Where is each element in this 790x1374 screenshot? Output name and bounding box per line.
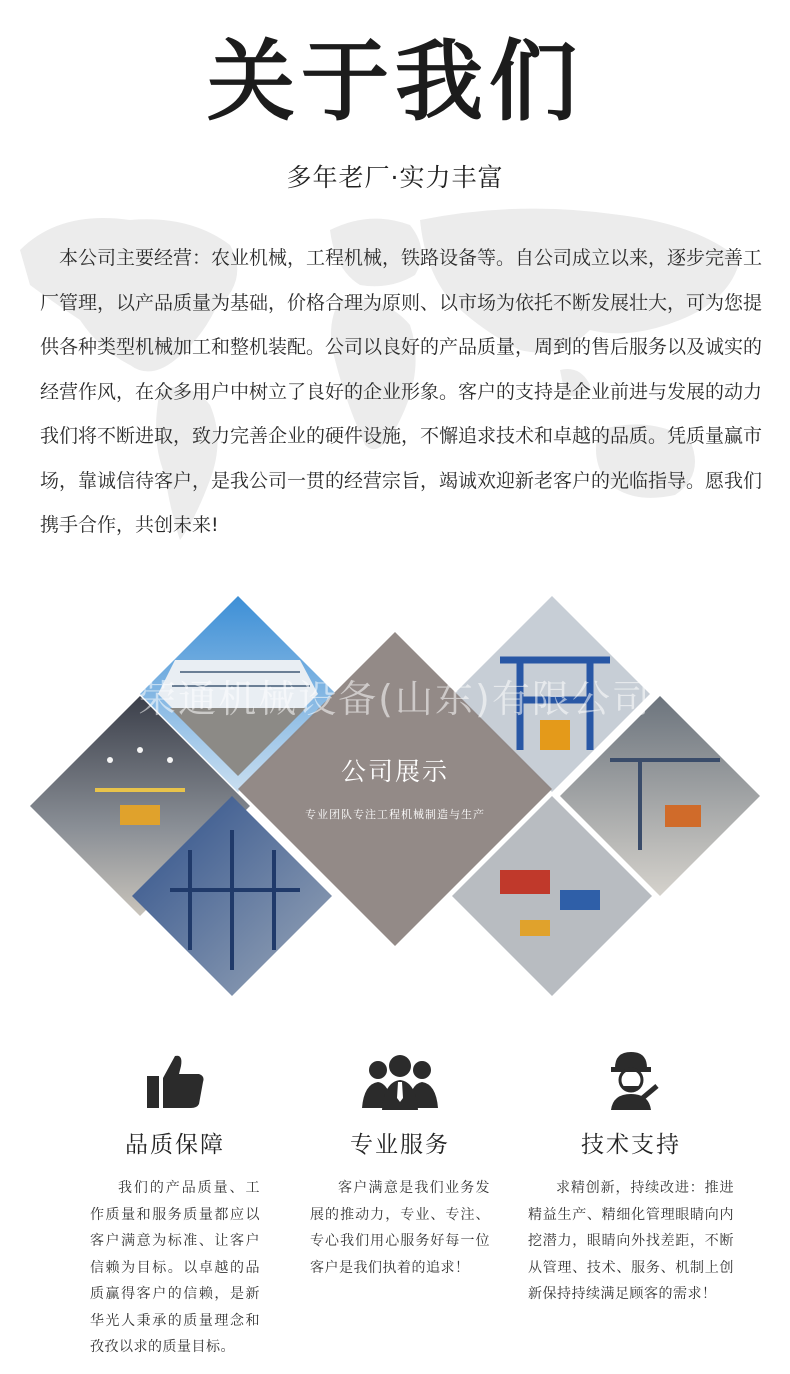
page-subtitle: 多年老厂·实力丰富 (286, 163, 504, 192)
showcase-subtitle: 专业团队专注工程机械制造与生产 (305, 808, 485, 821)
page-title: 关于我们 (206, 30, 583, 133)
feature-title: 专业服务 (350, 1132, 450, 1158)
company-intro: 本公司主要经营：农业机械，工程机械，铁路设备等。自公司成立以来，逐步完善工厂管理，以产品质量为基础，价格合理为原则、以市场为依托不断发展壮大，可为您提供各种类型机械加工和整机装配。公司以良好的产品质量，周到的售后服务以及诚实的经营作风，在众多用户中树立了良好的企业形象。客户的支持是企业前进与发展的动力我们将不断进取，致力完善企业的硬件设施，不懈追求技术和卓越的品质。凭质量赢市场，靠诚信待客户，是我公司一贯的经营宗旨，竭诚欢迎新老客户的光临指导。愿我们携手合作，共创未来! (40, 247, 763, 536)
feature-service (310, 1040, 490, 1281)
feature-tech-support (528, 1040, 734, 1308)
feature-quality (90, 1040, 260, 1361)
company-showcase-collage (0, 590, 790, 1000)
feature-title: 技术支持 (581, 1132, 681, 1158)
technician-icon (528, 1040, 734, 1112)
feature-text: 我们的产品质量、工作质量和服务质量都应以客户满意为标准、让客户信赖为目标。以卓越的品质赢得客户的信赖，是新华光人秉承的质量理念和孜孜以求的质量目标。 (90, 1180, 260, 1355)
company-watermark: 荣通机械设备(山东)有限公司 (138, 677, 652, 721)
team-icon (310, 1040, 490, 1112)
showcase-title: 公司展示 (340, 757, 449, 786)
feature-text: 客户满意是我们业务发展的推动力，专业、专注、专心我们用心服务好每一位客户是我们执着的追求！ (310, 1180, 490, 1276)
feature-title: 品质保障 (125, 1132, 225, 1158)
thumbs-up-icon (90, 1040, 260, 1112)
feature-text: 求精创新，持续改进：推进精益生产、精细化管理眼睛向内挖潜力，眼睛向外找差距，不断从管理、技术、服务、机制上创新保持持续满足顾客的需求！ (528, 1180, 734, 1302)
